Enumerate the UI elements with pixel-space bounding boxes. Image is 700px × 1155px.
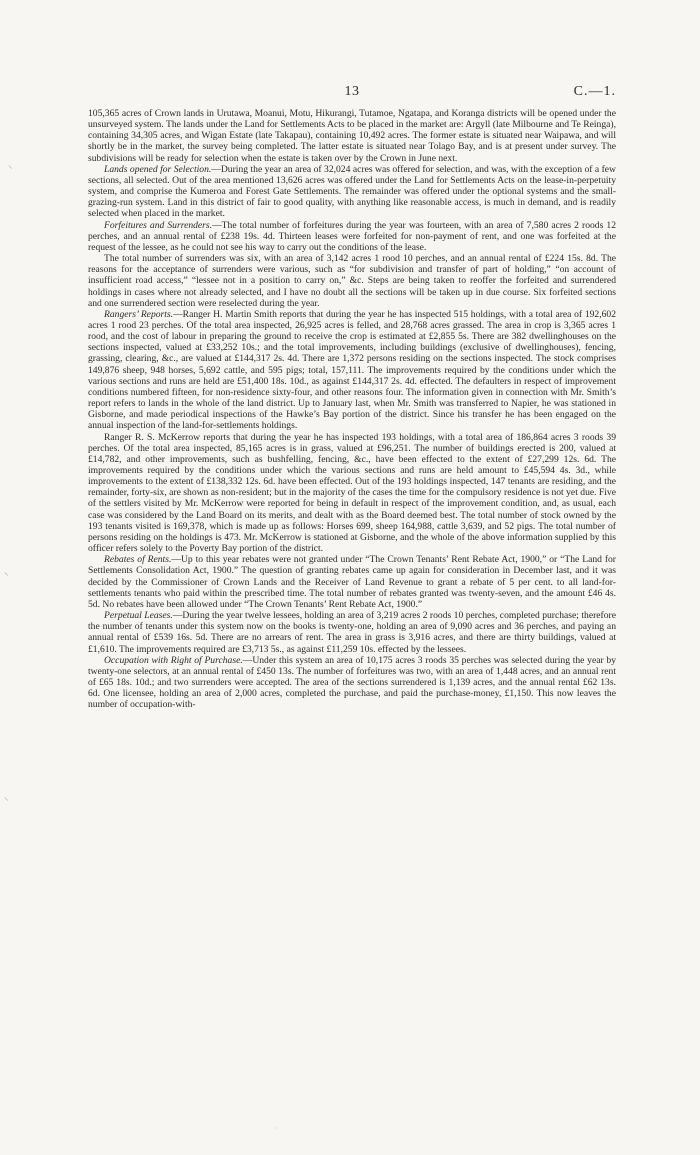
margin-mark: ⸜ [4, 568, 9, 578]
paragraph-surrenders: The total number of surrenders was six, with an area of 3,142 acres 1 rood 10 perches, and an annual rental of £224 15s. 8d. The reasons for the acceptance of surrenders were various, such as “for subdivision and transfer of part of holding,” “on account of insufficient road access,” “lessee not in a position to carry on,” &c. Steps are being taken to reoffer the forfeited and surrendered holdings in cases where not already selected, and I have no doubt all the sections will be taken up in due course. Six forfeited sections and one surrendered section were reselected during the year. [88, 253, 616, 309]
paragraph-lands-opened: Lands opened for Selection.—During the year an area of 32,024 acres was offered for selection, and was, with the exception of a few sections, all selected. Out of the area mentioned 13,626 acres was offered under the Land for Settlements Acts on the lease-in-perpetuity system, and comprise the Kumeroa and Forest Gate Settlements. The remainder was offered under the optional systems and the small-grazing-run system. Land in this district of fair to good quality, with anything like reasonable access, is much in demand, and is readily selected when placed in the market. [88, 163, 616, 220]
report-reference: C.—1. [573, 84, 616, 99]
margin-mark: ⸜ [4, 793, 9, 803]
margin-mark: ⸜ [8, 161, 13, 171]
paragraph: 105,365 acres of Crown lands in Urutawa, Moanui, Motu, Hikurangi, Tutamoe, Ngatapa, and Koranga districts will be opened under the unsurveyed system. The lands under the Land for Settlements Acts to be placed in the market are: Argyll (late Milbourne and Te Reinga), containing 34,305 acres, and Wigan Estate (late Takapau), containing 10,492 acres. The former estate is situated near Waipawa, and will shortly be in the market, the survey being completed. The latter estate is situated near Tolago Bay, and is at present under survey. The subdivisions will be ready for selection when the estate is taken over by the Crown in June next. [88, 108, 616, 164]
side-heading: Lands opened for Selection. [104, 163, 212, 175]
paragraph-perpetual-leases: Perpetual Leases.—During the year twelve lessees, holding an area of 3,219 acres 2 roods 10 perches, completed purchase; therefore the number of tenants under this system now on the books is twenty-one, holding an area of 9,090 acres and 36 perches, and paying an annual rental of £539 16s. 5d. There are no arrears of rent. The area in grass is 3,916 acres, and there are thirty buildings, valued at £1,610. The improvements required are £3,713 5s., as against £11,259 10s. effected by the lessees. [88, 610, 616, 655]
paragraph-rangers-reports: Rangers’ Reports.—Ranger H. Martin Smith reports that during the year he has inspected 515 holdings, with a total area of 192,602 acres 1 rood 23 perches. Of the total area inspected, 26,925 acres is felled, and 28,768 acres grassed. The area in crop is 3,365 acres 1 rood, and the cost of labour in preparing the ground to receive the crop is estimated at £2,855 5s. There are 382 dwellinghouses on the sections inspected, valued at £33,252 10s.; and the total improvements, including buildings (exclusive of dwellinghouses), fencing, grassing, clearing, &c., are valued at £144,317 2s. 4d. There are 1,372 persons residing on the sections inspected. The stock comprises 149,876 sheep, 948 horses, 5,692 cattle, and 595 pigs; total, 157,111. The improvements required by the conditions under which the various sections and runs are held are £51,400 18s. 10d., as against £144,317 2s. 4d. effected. The defaulters in respect of improvement conditions numbered fifteen, for non-residence sixty-four, and other reasons four. The information given in connection with Mr. Smith’s report refers to lands in the whole of the land district. Up to January last, when Mr. Smith was transferred to Napier, he was stationed in Gisborne, and made periodical inspections of the Hawke’s Bay portion of the district. Since his transfer he has been engaged on the annual inspection of the land-for-settlements holdings. [88, 308, 617, 432]
report-body [88, 108, 616, 710]
paragraph-rebates: Rebates of Rents.—Up to this year rebates were not granted under “The Crown Tenants’ Rent Rebate Act, 1900,” or “The Land for Settlements Consolidation Act, 1900.” The question of granting rebates came up again for consideration in December last, and it was decided by the Commissioner of Crown Lands and the Receiver of Land Revenue to grant a rebate of 5 per cent. to all land-for-settlements tenants who paid within the prescribed time. The total number of rebates granted was twenty-seven, and the amount £46 4s. 5d. No rebates have been allowed under “The Crown Tenants’ Rent Rebate Act, 1900.” [88, 554, 617, 610]
side-heading: Perpetual Leases. [104, 610, 173, 622]
side-heading: Rebates of Rents. [104, 554, 172, 566]
side-heading: Occupation with Right of Purchase. [104, 654, 243, 666]
side-heading: Rangers’ Reports. [104, 308, 174, 320]
paragraph-mckerrow-report: Ranger R. S. McKerrow reports that during the year he has inspected 193 holdings, with a total area of 186,864 acres 3 roods 39 perches. Of the total area inspected, 85,165 acres is in grass, valued at £96,251. The number of buildings erected is 200, valued at £14,782, and other improvements, such as bushfelling, fencing, &c., have been effected to the extent of £27,299 12s. 6d. The improvements required by the conditions under which the various sections and runs are held amount to £45,594 4s. 3d., while improvements to the extent of £138,332 12s. 6d. have been effected. Out of the 193 holdings inspected, 147 tenants are residing, and the remainder, forty-six, are shown as non-resident; but in the majority of the cases the time for the compulsory residence is not yet due. Five of the settlers visited by Mr. McKerrow were reported for being in default in respect of the improvement condition, and, as usual, each case was considered by the Land Board on its merits, and dealt with as the Board deemed best. The total number of stock owned by the 193 tenants visited is 169,378, which is made up as follows: Horses 699, sheep 164,988, cattle 3,639, and 52 pigs. The total number of persons residing on the holdings is 473. Mr. McKerrow is stationed at Gisborne, and the whole of the above information supplied by this officer refers solely to the Poverty Bay portion of the district. [88, 431, 616, 555]
page-header [88, 84, 616, 100]
paragraph-occupation: Occupation with Right of Purchase.—Under this system an area of 10,175 acres 3 roods 35 perches was selected during the year by twenty-one selectors, at an annual rental of £450 13s. The number of forfeitures was two, with an area of 1,448 acres, and an annual rent of £65 18s. 10d.; and two surrenders were accepted. The area of the sections surrendered is 1,139 acres, and the annual rental £62 13s. 6d. One licensee, holding an area of 2,000 acres, completed the purchase, and paid the purchase-money, £1,150. This now leaves the number of occupation-with- [88, 654, 616, 711]
page-number: 13 [344, 84, 360, 99]
paragraph-forfeitures: Forfeitures and Surrenders.—The total number of forfeitures during the year was fourteen, with an area of 7,580 acres 2 roods 12 perches, and an annual rental of £238 19s. 4d. Thirteen leases were forfeited for non-payment of rent, and one was forfeited at the request of the lessee, as he could not see his way to carry out the conditions of the lease. [88, 219, 616, 253]
side-heading: Forfeitures and Surrenders. [104, 219, 213, 231]
scan-mark: · [274, 1124, 277, 1133]
